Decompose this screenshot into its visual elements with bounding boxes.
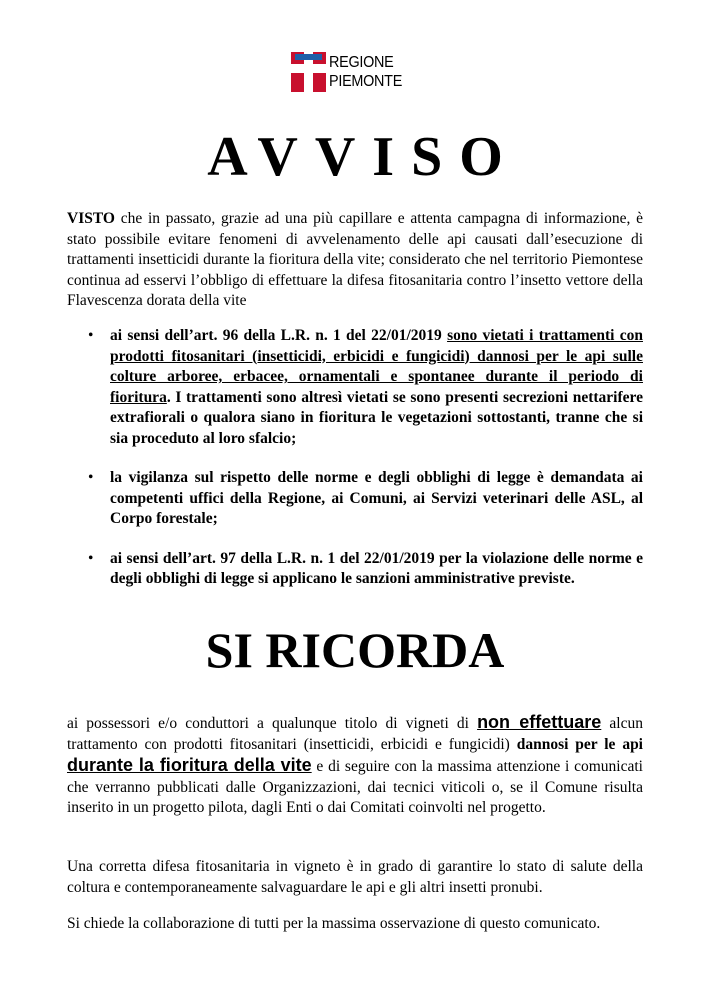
logo-line-1: REGIONE [329, 54, 394, 71]
intro-paragraph [67, 209, 643, 312]
logo-line-2: PIEMONTE [329, 73, 403, 90]
bullet-item-2 [67, 468, 643, 530]
bullet-dot: • [88, 549, 94, 567]
bullet-3-text: ai sensi dell’art. 97 della L.R. n. 1 del 22/01/2019 per la violazione delle norme e degli obblighi di legge si applicano le sanzioni amministrative previste. [110, 549, 643, 587]
reminder-paragraph [67, 712, 643, 819]
durante-fioritura-emphasis: durante la fioritura della vite [67, 755, 312, 775]
logo-text [329, 53, 402, 91]
intro-text: che in passato, grazie ad una più capillare e attenta campagna di informazione, è stato possibile evitare fenomeni di avvelenamento delle api causati dall’esecuzione di trattamenti insetticidi durante la fioritura della vite; considerato che nel territorio Piemontese continua ad esservi l’obbligo di effettuare la difesa fitosanitaria contro l’insetto vettore della Flavescenza dorata della vite [67, 210, 643, 309]
bullet-dot: • [88, 327, 94, 344]
reminder-text-1: ai possessori e/o conduttori a qualunque titolo di vigneti di [67, 715, 478, 732]
bullet-1-underlined: sono vietati i trattamenti con prodotti fitosanitari (insetticidi, erbicidi e fungicidi) dannosi per le api sulle colture arboree, erbacee, ornamentali e spontanee durante il periodo di fioritura [110, 327, 643, 406]
non-effettuare-emphasis: non effettuare [477, 712, 602, 732]
collaboration-paragraph: Si chiede la collaborazione di tutti per la massima osservazione di questo comunicato. [67, 915, 601, 932]
bullet-2-text: la vigilanza sul rispetto delle norme e degli obblighi di legge è demandata ai competenti uffici della Regione, ai Comuni, ai Servizi veterinari delle ASL, al Corpo forestale; [110, 469, 643, 527]
bullet-dot: • [88, 469, 94, 486]
section-heading: SI RICORDA [205, 622, 505, 678]
regione-piemonte-logo [291, 52, 410, 92]
health-paragraph: Una corretta difesa fitosanitaria in vigneto è in grado di garantire lo stato di salute della coltura e contemporaneamente salvaguardare le api e gli altri insetti pronubi. [67, 858, 643, 896]
bullet-item-1 [67, 326, 643, 449]
dannosi-emphasis: dannosi per le api [516, 735, 643, 753]
bullet-item-3 [67, 549, 643, 590]
page-title: AVVISO [207, 126, 520, 188]
reminder-text-2: alcun trattamento con prodotti fitosanitari (insetticidi, erbicidi e fungicidi) [67, 715, 643, 753]
reminder-text-4: e di seguire con la massima attenzione i comunicati che verranno pubblicati dalle Organizzazioni, dai tecnici viticoli o, se il Comune risulta inserito in un progetto pilota, dagli Enti o dai Comitati coinvolti nel progetto. [67, 758, 643, 816]
regione-piemonte-emblem-icon [291, 52, 326, 92]
intro-visto: VISTO [67, 210, 115, 227]
bullet-1-text-end: . I trattamenti sono altresì vietati se sono presenti secrezioni nettarifere extrafiorali o qualora siano in fioritura le vegetazioni sottostanti, tranne che si sia proceduto al loro sfalcio; [110, 388, 643, 447]
bullet-list [67, 326, 643, 609]
bullet-1-text-start: ai sensi dell’art. 96 della L.R. n. 1 del 22/01/2019 [110, 327, 448, 344]
